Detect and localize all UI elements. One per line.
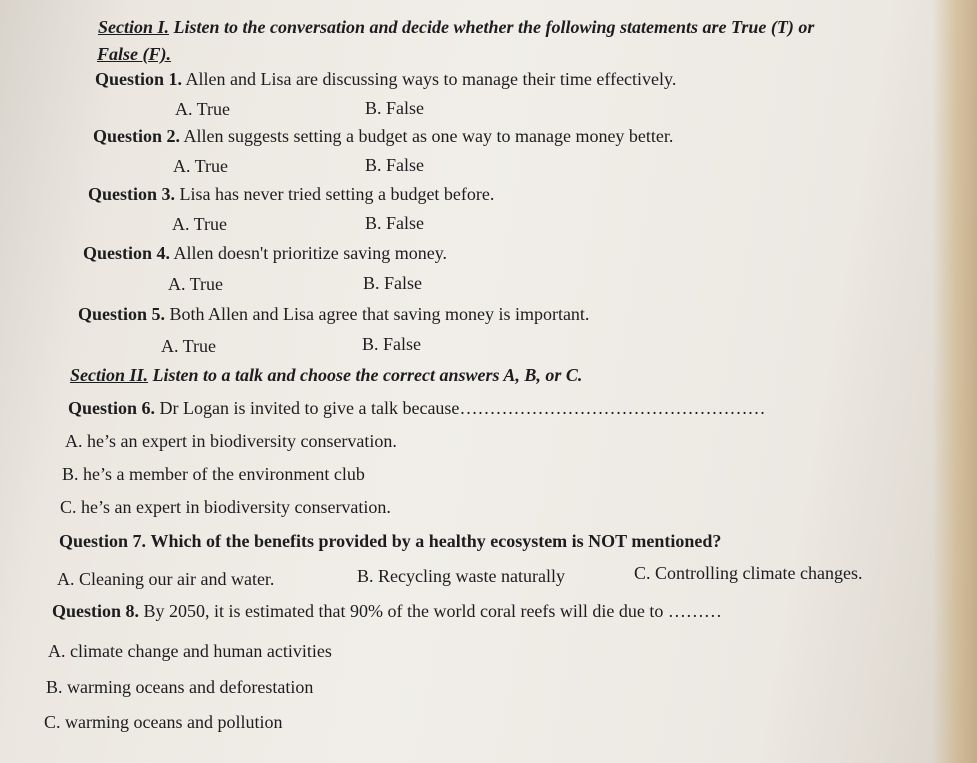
- question-1-text: Allen and Lisa are discussing ways to manage their time effectively.: [185, 69, 677, 89]
- question-2-option-b: B. False: [365, 155, 425, 175]
- question-6: [68, 398, 765, 419]
- question-7-option-a: A. Cleaning our air and water.: [57, 569, 275, 589]
- question-3: [88, 184, 494, 205]
- question-4-option-b: B. False: [363, 273, 423, 293]
- question-2-option-a: A. True: [173, 156, 229, 176]
- section-2-label: Section II.: [70, 365, 149, 385]
- question-1-option-a: A. True: [175, 99, 231, 119]
- question-6-blank: ……………………………………………: [459, 398, 766, 418]
- question-3-text: Lisa has never tried setting a budget before.: [179, 184, 495, 204]
- question-4-option-a: A. True: [168, 274, 224, 294]
- question-3-option-b: B. False: [365, 213, 425, 233]
- question-1-number: Question 1.: [95, 69, 183, 89]
- question-4: [83, 243, 447, 264]
- question-4-text: Allen doesn't prioritize saving money.: [173, 243, 448, 263]
- question-6-option-a: A. he’s an expert in biodiversity conservation.: [65, 431, 397, 451]
- question-5-option-b: B. False: [362, 334, 422, 354]
- question-7-option-b: B. Recycling waste naturally: [357, 566, 565, 586]
- section-2-heading: [70, 365, 582, 386]
- question-7-option-c: C. Controlling climate changes.: [634, 563, 863, 583]
- question-6-text: Dr Logan is invited to give a talk because: [159, 398, 460, 418]
- question-5-number: Question 5.: [78, 304, 166, 324]
- question-8-blank: ………: [667, 601, 722, 621]
- section-2-title: Listen to a talk and choose the correct answers A, B, or C.: [152, 365, 583, 385]
- section-1-title: Listen to the conversation and decide whether the following statements are True (T) or: [173, 17, 815, 37]
- question-1: [95, 69, 676, 90]
- question-8-text: By 2050, it is estimated that 90% of the world coral reefs will die due to: [143, 601, 664, 621]
- question-8-option-a: A. climate change and human activities: [48, 641, 332, 661]
- question-7-text: Which of the benefits provided by a healthy ecosystem is NOT mentioned?: [150, 531, 722, 551]
- desk-edge: [932, 0, 977, 763]
- question-5-text: Both Allen and Lisa agree that saving money is important.: [169, 304, 590, 324]
- section-1-label: Section I.: [98, 17, 170, 37]
- question-8: [52, 601, 722, 622]
- question-2-text: Allen suggests setting a budget as one way to manage money better.: [183, 126, 674, 146]
- question-7: [59, 531, 721, 552]
- question-3-number: Question 3.: [88, 184, 176, 204]
- question-1-option-b: B. False: [365, 98, 425, 118]
- question-6-option-c: C. he’s an expert in biodiversity conservation.: [60, 497, 391, 517]
- question-7-number: Question 7.: [59, 531, 147, 551]
- question-5-option-a: A. True: [161, 336, 217, 356]
- question-8-option-b: B. warming oceans and deforestation: [46, 677, 314, 697]
- question-2-number: Question 2.: [93, 126, 181, 146]
- question-2: [93, 126, 673, 147]
- section-1-heading: [98, 17, 814, 38]
- question-6-number: Question 6.: [68, 398, 156, 418]
- section-1-title-line2: False (F).: [97, 44, 171, 64]
- question-8-option-c: C. warming oceans and pollution: [44, 712, 283, 732]
- question-6-option-b: B. he’s a member of the environment club: [62, 464, 365, 484]
- section-1-title-cont: [97, 44, 171, 65]
- question-4-number: Question 4.: [83, 243, 171, 263]
- question-3-option-a: A. True: [172, 214, 228, 234]
- question-8-number: Question 8.: [52, 601, 140, 621]
- question-5: [78, 304, 589, 325]
